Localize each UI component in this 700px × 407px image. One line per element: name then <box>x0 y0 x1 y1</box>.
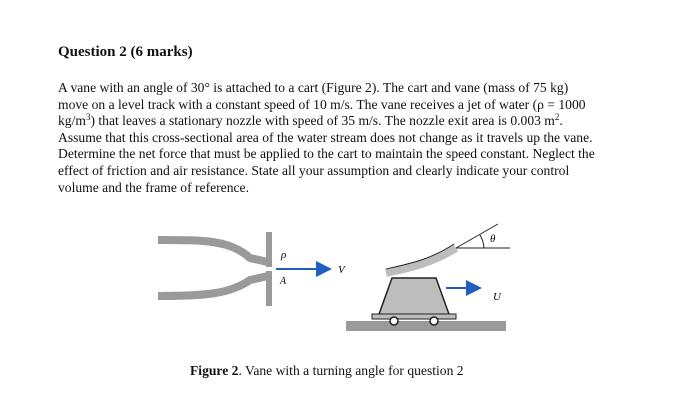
body-line-2: move on a level track with a constant speed of 10 m/s. The vane receives a jet of water (ρ = 1000 <box>58 96 586 112</box>
figure-svg <box>150 218 550 348</box>
nozzle <box>158 232 272 306</box>
superscript-3: 3 <box>85 112 91 123</box>
nozzle-lower-wall <box>158 276 268 296</box>
body-line-1: A vane with an angle of 30° is attached to a cart (Figure 2). The cart and vane (mass of 75 kg) <box>58 80 569 95</box>
label-theta: θ <box>490 233 496 245</box>
cart-base <box>372 314 456 319</box>
figure-caption <box>190 363 464 379</box>
question-heading: Question 2 (6 marks) <box>58 44 193 60</box>
label-area: A <box>280 276 287 287</box>
cart-body <box>378 278 450 317</box>
cart-wheel-right <box>430 317 438 325</box>
theta-arc <box>480 235 484 248</box>
cart-wheel-left <box>390 317 398 325</box>
label-rho: ρ <box>281 249 287 261</box>
track <box>346 321 506 331</box>
caption-bold: Figure 2 <box>190 363 239 378</box>
label-velocity: V <box>338 264 345 276</box>
body-line-3 <box>58 113 658 130</box>
nozzle-flange-top <box>266 232 272 267</box>
body-line-5: Determine the net force that must be applied to the cart to maintain the speed constant. Neglect the <box>58 146 595 162</box>
label-cart-speed: U <box>493 291 501 303</box>
nozzle-flange-bottom <box>266 271 272 306</box>
vane-cart-figure <box>150 218 550 348</box>
body-line-4: Assume that this cross-sectional area of the water stream does not change as it travels up the vane. <box>58 129 593 145</box>
body-line-3a: kg/m <box>58 113 86 129</box>
nozzle-upper-wall <box>158 240 268 262</box>
body-line-3b: ) that leaves a stationary nozzle with speed of 35 m/s. The nozzle exit area is 0.003 m <box>90 113 555 129</box>
body-line-7: volume and the frame of reference. <box>58 179 249 195</box>
superscript-2: 2 <box>554 112 560 123</box>
body-line-6: effect of friction and air resistance. State all your assumption and clearly indicate your control <box>58 162 570 178</box>
caption-rest: . Vane with a turning angle for question 2 <box>238 363 464 378</box>
question-body <box>58 80 658 196</box>
body-line-3c: . <box>559 113 563 129</box>
